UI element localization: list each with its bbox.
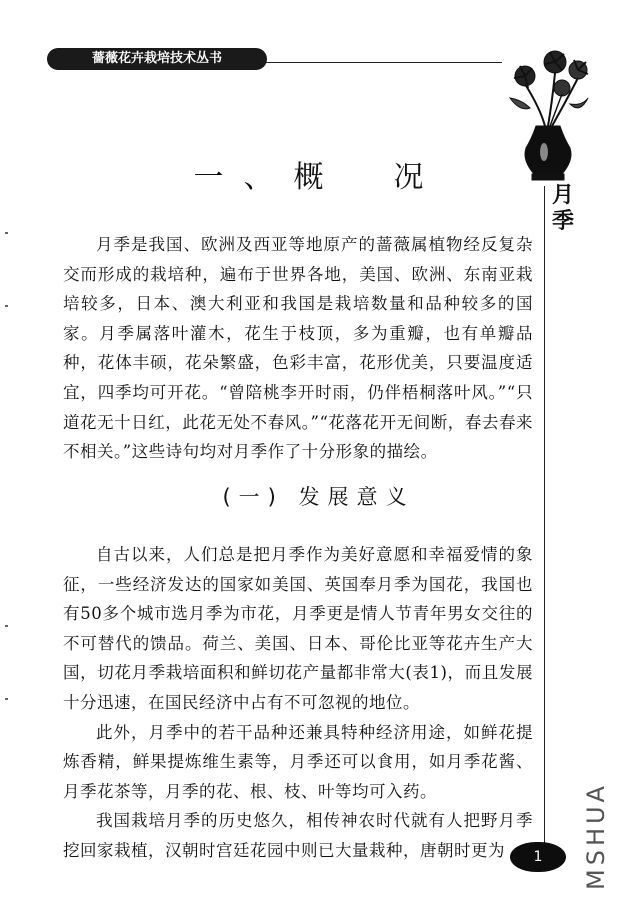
- margin-dot: [5, 698, 8, 700]
- series-title-badge: 薔薇花卉栽培技术丛书: [47, 48, 267, 70]
- paragraph-significance: 自古以来，人们总是把月季作为美好意愿和幸福爱情的象征，一些经济发达的国家如美国、英国奉月季为国花，我国也有50多个城市选月季为市花，月季更是情人节青年男女交往的不可替代的馈品。荷兰、美国、日本、哥伦比亚等花卉生产大国，切花月季栽培面积和鲜切花产量都非常大(表1)，而且发展十分迅速，在国民经济中占有不可忽视的地位。: [63, 545, 533, 712]
- intro-text: [63, 230, 533, 467]
- section-title: (一) 发展意义: [222, 485, 415, 509]
- body-text: [63, 540, 533, 866]
- header-rule: [262, 62, 502, 63]
- margin-dot: [5, 232, 8, 234]
- paragraph-uses: 此外，月季中的若干品种还兼具特种经济用途，如鲜花提炼香精，鲜果提炼维生素等，月季还可以食用，如月季花酱、月季花茶等，月季的花、根、枝、叶等均可入药。: [63, 722, 533, 801]
- watermark: MSHUA: [582, 782, 610, 890]
- paragraph-history: 我国栽培月季的历史悠久，相传神农时代就有人把野月季挖回家栽植，汉朝时宫廷花园中则已大量栽种，唐朝时更为: [63, 811, 533, 860]
- margin-dot: [5, 305, 8, 307]
- vertical-rule: [544, 186, 545, 846]
- page-number: 1: [510, 842, 566, 872]
- intro-paragraph: 月季是我国、欧洲及西亚等地原产的蔷薇属植物经反复杂交而形成的栽培种，遍布于世界各地，美国、欧洲、东南亚栽培较多，日本、澳大利亚和我国是栽培数量和品种较多的国家。月季属落叶灌木，花生于枝顶，多为重瓣，也有单瓣品种，花体丰硕，花朵繁盛，色彩丰富，花形优美，只要温度适宜，四季均可开花。“曾陪桃李开时雨，仍伴梧桐落叶风。”“只道花无十日红，此花无处不春风。”“花落花开无间断，春去春来不相关。”这些诗句均对月季作了十分形象的描绘。: [63, 235, 533, 462]
- margin-dot: [5, 625, 8, 627]
- side-label: 月季: [551, 182, 574, 234]
- chapter-title: 一、概 况: [193, 160, 444, 195]
